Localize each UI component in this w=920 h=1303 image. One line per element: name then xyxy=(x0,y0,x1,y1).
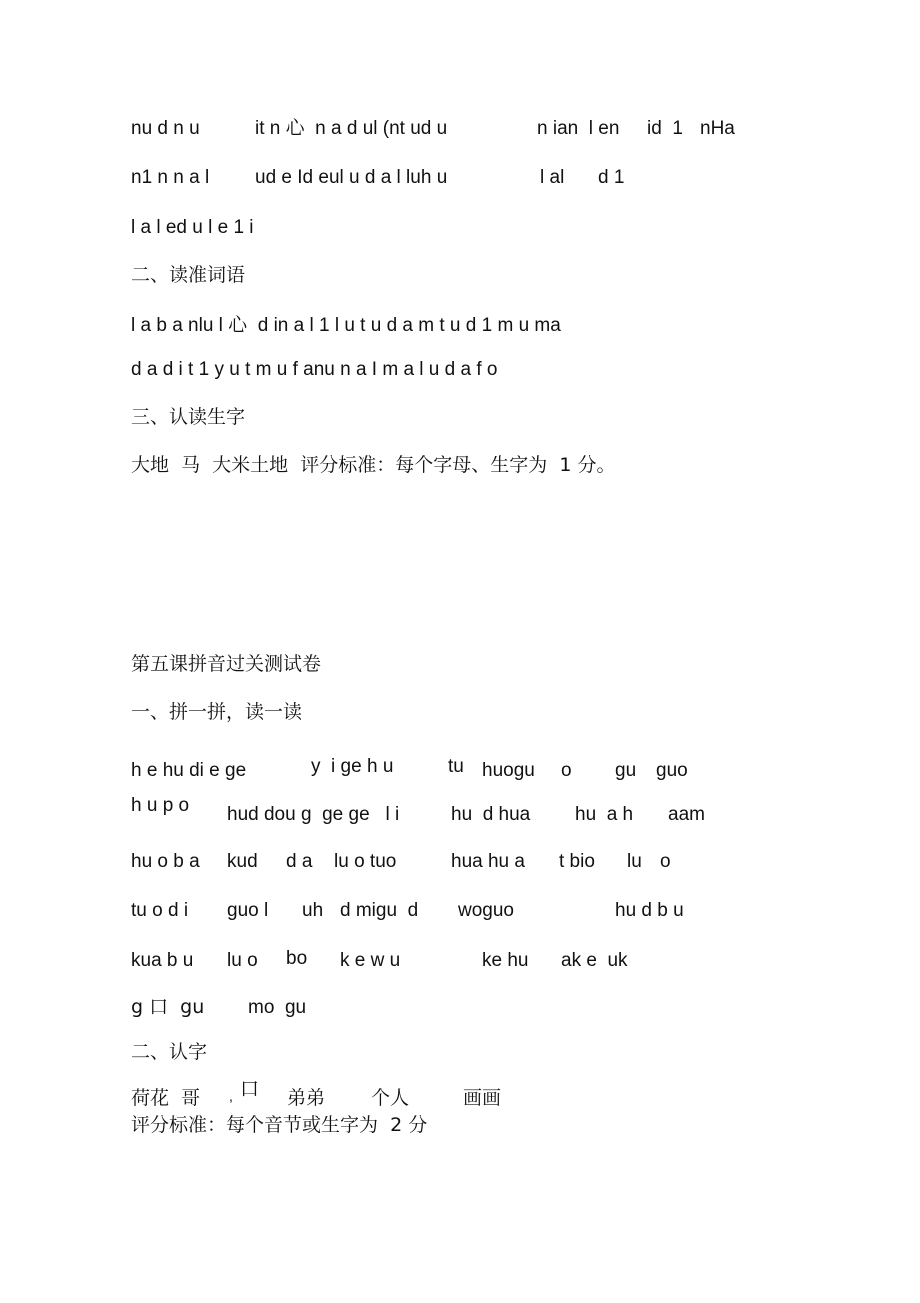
pinyin-segment: nu d n u xyxy=(131,118,200,139)
pinyin-segment: woguo xyxy=(458,900,514,921)
pinyin-segment: l al xyxy=(540,167,565,188)
test-title: 第五课拼音过关测试卷 xyxy=(131,653,322,675)
pinyin-segment: hu d b u xyxy=(615,900,684,921)
pinyin-segment: ud e Id eul u d a l luh u xyxy=(255,167,448,188)
pinyin-segment: hud dou g ge ge l i xyxy=(227,804,400,825)
pinyin-segment: hu a h xyxy=(575,804,634,825)
pinyin-segment: ke hu xyxy=(482,950,529,971)
stray-mark: , xyxy=(229,1088,233,1104)
pinyin-words-row-1: l a b a nlu l 心 d in a l 1 l u t u d a m t u d 1 m u ma xyxy=(131,315,561,336)
pinyin-segment: t bio xyxy=(559,851,595,872)
pinyin-segment: mo gu xyxy=(248,997,307,1018)
pinyin-segment: guo xyxy=(656,760,688,781)
pinyin-segment: d 1 xyxy=(598,167,625,188)
pinyin-segment: guo l xyxy=(227,900,269,921)
pinyin-segment: d a xyxy=(286,851,313,872)
pinyin-segment: lu xyxy=(627,851,642,872)
pinyin-segment: y i ge h u xyxy=(311,756,394,777)
pinyin-segment: it n 心 n a d ul (nt ud u xyxy=(255,118,448,139)
pinyin-segment: hu o b a xyxy=(131,851,200,872)
pinyin-words-row-2: d a d i t 1 y u t m u f anu n a I m a l u d a f o xyxy=(131,359,498,380)
pinyin-segment: huogu xyxy=(482,760,535,781)
pinyin-segment: lu o tuo xyxy=(334,851,397,872)
pinyin-segment: ak e uk xyxy=(561,950,628,971)
section-heading-spell-read: 一、拼一拼，读一读 xyxy=(131,701,303,723)
pinyin-segment: hu d hua xyxy=(451,804,531,825)
pinyin-segment: gu xyxy=(615,760,637,781)
section-heading-read-chars: 三、认读生字 xyxy=(131,406,246,428)
section-heading-read-words: 二、读准词语 xyxy=(131,264,246,286)
pinyin-segment: h u p o xyxy=(131,795,190,816)
characters-and-scoring: 大地 马 大米土地 评分标准：每个字母、生字为 1 分。 xyxy=(131,454,616,476)
char-group: 口 xyxy=(240,1078,260,1100)
pinyin-segment: kua b u xyxy=(131,950,194,971)
pinyin-segment: n1 n n a l xyxy=(131,167,210,188)
char-group: 个人 xyxy=(371,1087,410,1109)
pinyin-segment: k e w u xyxy=(340,950,401,971)
pinyin-segment: d migu d xyxy=(340,900,419,921)
pinyin-row-3: l a l ed u l e 1 i xyxy=(131,217,254,238)
pinyin-segment: tu xyxy=(448,756,464,777)
char-group: 弟弟 xyxy=(287,1087,326,1109)
char-group: 荷花 哥 xyxy=(131,1087,201,1109)
pinyin-segment: h e hu di e ge xyxy=(131,760,247,781)
scoring-standard: 评分标准：每个音节或生字为 2 分 xyxy=(131,1114,428,1136)
char-group: 画画 xyxy=(463,1087,502,1109)
pinyin-segment: uh xyxy=(302,900,324,921)
pinyin-segment: kud xyxy=(227,851,258,872)
pinyin-segment: bo xyxy=(286,948,308,969)
pinyin-segment: nHa xyxy=(700,118,735,139)
pinyin-segment: n ian l en xyxy=(537,118,620,139)
pinyin-segment: tu o d i xyxy=(131,900,189,921)
pinyin-segment: aam xyxy=(668,804,705,825)
pinyin-segment: g 口 gu xyxy=(131,996,205,1018)
pinyin-segment: id 1 xyxy=(647,118,683,139)
pinyin-segment: hua hu a xyxy=(451,851,525,872)
section-heading-recognize: 二、认字 xyxy=(131,1041,208,1063)
pinyin-segment: o xyxy=(660,851,671,872)
pinyin-segment: o xyxy=(561,760,572,781)
pinyin-segment: lu o xyxy=(227,950,258,971)
